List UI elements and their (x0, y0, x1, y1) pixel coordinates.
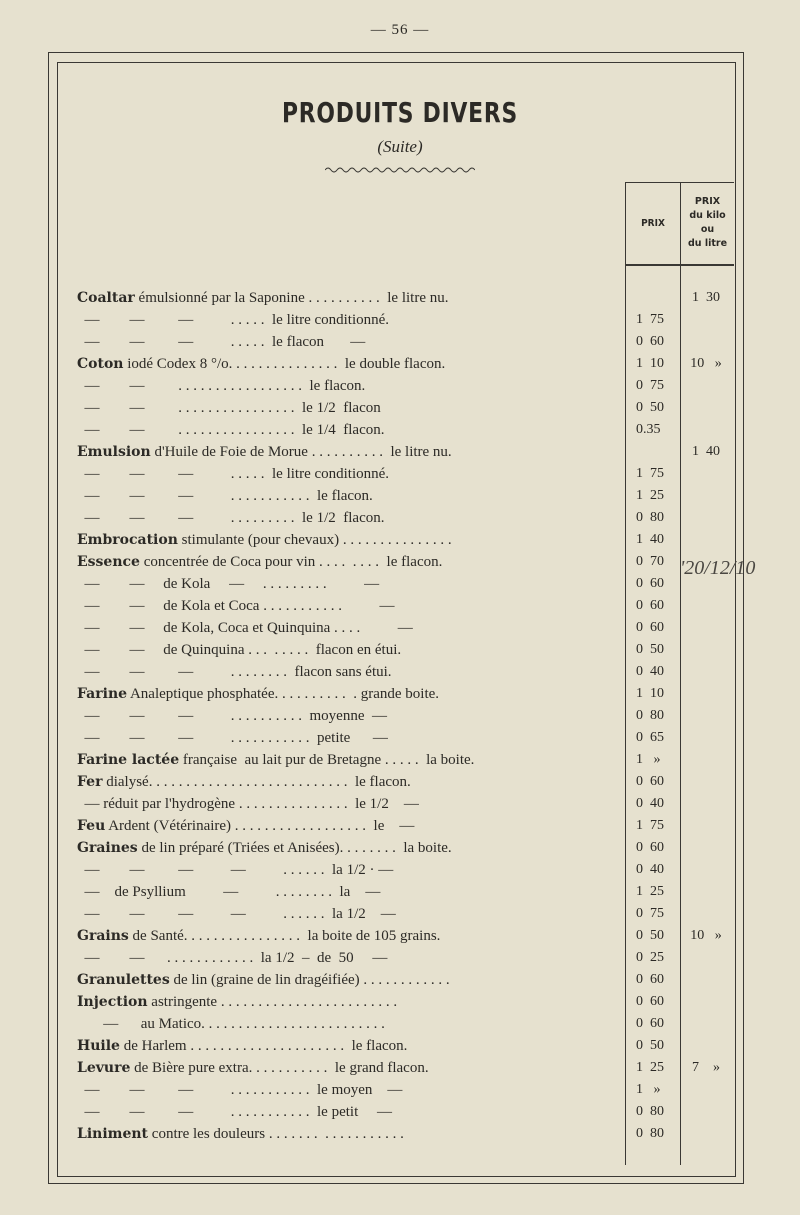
product-detail: Ardent (Vétérinaire) . . . . . . . . . . . . . . . . . . le — (105, 818, 415, 834)
product-description (77, 529, 615, 551)
table-row (0, 551, 800, 573)
product-description (77, 903, 615, 925)
table-row (0, 705, 800, 727)
product-detail: — — — — . . . . . . la 1/2 — (77, 906, 396, 922)
price-cell: 1 » (636, 752, 661, 767)
price-cell: 1 10 (636, 356, 664, 371)
product-detail: — de Psyllium — . . . . . . . . la — (77, 884, 381, 900)
price-per-kilo-cell: 10 » (690, 928, 722, 943)
product-description (77, 1079, 615, 1101)
product-detail: — — — . . . . . . . . . . . le moyen — (77, 1082, 403, 1098)
product-detail: de Santé. . . . . . . . . . . . . . . . la boite de 105 grains. (128, 928, 441, 944)
product-description (77, 727, 615, 749)
product-detail: — au Matico. . . . . . . . . . . . . . . . . . . . . . . . . (77, 1016, 385, 1032)
table-row (0, 991, 800, 1013)
page-subtitle: (Suite) (377, 137, 423, 156)
product-description (77, 573, 615, 595)
product-description (77, 1123, 615, 1145)
product-name: Graines (77, 840, 138, 856)
product-detail: — — . . . . . . . . . . . . . . . . le 1/4 flacon. (77, 422, 385, 438)
product-detail: émulsionné par la Saponine . . . . . . . . . . le litre nu. (134, 290, 449, 306)
price-cell: 0 60 (636, 598, 664, 613)
product-detail: — — de Kola et Coca . . . . . . . . . . . — (77, 598, 395, 614)
table-row (0, 749, 800, 771)
product-name: Huile (77, 1038, 120, 1054)
page-number: — 56 — (370, 22, 430, 38)
product-detail: contre les douleurs . . . . . . . . . . . . . . . . . . (148, 1126, 404, 1142)
table-row (0, 815, 800, 837)
product-detail: — — — . . . . . . . . flacon sans étui. (77, 664, 392, 680)
product-detail: — — — . . . . . . . . . . . le petit — (77, 1104, 392, 1120)
product-description (77, 595, 615, 617)
product-description (77, 969, 615, 991)
price-cell: 1 » (636, 1082, 661, 1097)
product-name: Granulettes (77, 972, 170, 988)
price-per-kilo-cell: 7 » (692, 1060, 720, 1075)
table-row (0, 639, 800, 661)
product-description (77, 463, 615, 485)
product-description (77, 793, 615, 815)
price-cell: 1 25 (636, 884, 664, 899)
product-description (77, 859, 615, 881)
product-name: Feu (77, 818, 106, 834)
product-detail: dialysé. . . . . . . . . . . . . . . . . . . . . . . . . . . le flacon. (102, 774, 411, 790)
table-row (0, 1035, 800, 1057)
table-row (0, 485, 800, 507)
price-cell: 0 60 (636, 994, 664, 1009)
product-description (77, 947, 615, 969)
price-cell: 0 80 (636, 1126, 664, 1141)
header-prix-kilo-line3: ou (700, 224, 715, 235)
table-row (0, 793, 800, 815)
product-description (77, 1057, 615, 1079)
product-name: Levure (77, 1060, 131, 1076)
product-description (77, 705, 615, 727)
page-title: PRODUITS DIVERS (282, 96, 518, 129)
product-description (77, 1101, 615, 1123)
product-description (77, 991, 615, 1013)
table-row (0, 463, 800, 485)
product-detail: française au lait pur de Bretagne . . . . . la boite. (179, 752, 475, 768)
product-description (77, 639, 615, 661)
price-cell: 0 70 (636, 554, 664, 569)
table-row (0, 859, 800, 881)
table-row (0, 1057, 800, 1079)
price-cell: 0 50 (636, 928, 664, 943)
product-detail: — — — . . . . . le flacon — (77, 334, 366, 350)
product-description (77, 287, 615, 309)
table-row (0, 375, 800, 397)
product-detail: — — de Kola — . . . . . . . . . — (77, 576, 380, 592)
product-name: Coton (77, 356, 124, 372)
table-row (0, 595, 800, 617)
table-row (0, 1123, 800, 1145)
product-detail: — — — . . . . . . . . . . moyenne — (77, 708, 387, 724)
price-cell: 1 40 (636, 532, 664, 547)
product-name: Embrocation (77, 532, 178, 548)
price-cell: 0 50 (636, 642, 664, 657)
table-row (0, 419, 800, 441)
product-name: Farine (77, 686, 128, 702)
product-detail: — — . . . . . . . . . . . . . . . . . le flacon. (77, 378, 366, 394)
product-description (77, 1035, 615, 1057)
product-detail: — — . . . . . . . . . . . . la 1/2 – de 50 — (77, 950, 388, 966)
price-table (0, 287, 800, 1145)
price-cell: 0 75 (636, 906, 664, 921)
product-name: Fer (77, 774, 103, 790)
price-cell: 0 80 (636, 510, 664, 525)
product-detail: de Bière pure extra. . . . . . . . . . . le grand flacon. (130, 1060, 429, 1076)
product-detail: — — — . . . . . . . . . . . petite — (77, 730, 388, 746)
price-cell: 0 80 (636, 708, 664, 723)
table-row (0, 903, 800, 925)
product-detail: — — . . . . . . . . . . . . . . . . le 1/2 flacon (77, 400, 381, 416)
product-detail: de lin (graine de lin dragéifiée) . . . . . . . . . . . . (169, 972, 450, 988)
product-detail: — — — . . . . . le litre conditionné. (77, 466, 390, 482)
table-row (0, 1079, 800, 1101)
product-detail: — réduit par l'hydrogène . . . . . . . . . . . . . . . le 1/2 — (77, 796, 419, 812)
table-row (0, 397, 800, 419)
product-description (77, 353, 615, 375)
price-cell: 0 80 (636, 1104, 664, 1119)
product-detail: de Harlem . . . . . . . . . . . . . . . . . . . . . le flacon. (119, 1038, 408, 1054)
product-description (77, 881, 615, 903)
price-cell: 1 75 (636, 466, 664, 481)
price-per-kilo-cell: 10 » (690, 356, 722, 371)
table-row (0, 837, 800, 859)
table-row (0, 331, 800, 353)
product-name: Injection (77, 994, 148, 1010)
price-cell: 1 75 (636, 312, 664, 327)
product-detail: d'Huile de Foie de Morue . . . . . . . . . . le litre nu. (150, 444, 452, 460)
header-prix-kilo (681, 195, 734, 251)
product-description (77, 485, 615, 507)
table-row (0, 287, 800, 309)
table-row (0, 441, 800, 463)
price-per-kilo-cell: 1 40 (692, 444, 720, 459)
header-prix-kilo-line2: du kilo (689, 210, 726, 221)
price-cell: 0 25 (636, 950, 664, 965)
table-row (0, 771, 800, 793)
product-detail: astringente . . . . . . . . . . . . . . . . . . . . . . . . (147, 994, 398, 1010)
product-description (77, 1013, 615, 1035)
table-row (0, 529, 800, 551)
price-per-kilo-cell: 1 30 (692, 290, 720, 305)
header-rule-bottom (625, 264, 734, 266)
table-row (0, 925, 800, 947)
product-detail: — — — . . . . . . . . . . . le flacon. (77, 488, 373, 504)
price-cell: 1 10 (636, 686, 664, 701)
price-cell: 0 50 (636, 1038, 664, 1053)
table-row (0, 727, 800, 749)
table-row (0, 1101, 800, 1123)
table-row (0, 947, 800, 969)
product-detail: iodé Codex 8 °/o. . . . . . . . . . . . . . . le double flacon. (123, 356, 446, 372)
header-prix: PRIX (641, 218, 665, 229)
product-detail: concentrée de Coca pour vin . . . . . . . . le flacon. (139, 554, 443, 570)
product-description (77, 441, 615, 463)
product-detail: de lin préparé (Triées et Anisées). . . . . . . . la boite. (137, 840, 452, 856)
product-name: Farine lactée (77, 752, 180, 768)
product-detail: — — — . . . . . . . . . le 1/2 flacon. (77, 510, 385, 526)
product-description (77, 837, 615, 859)
product-detail: — — de Quinquina . . . . . . . . flacon en étui. (77, 642, 402, 658)
price-cell: 0 60 (636, 576, 664, 591)
table-row (0, 683, 800, 705)
product-description (77, 815, 615, 837)
product-name: Liniment (77, 1126, 149, 1142)
price-cell: 0 60 (636, 774, 664, 789)
price-cell: 0 75 (636, 378, 664, 393)
handwritten-note: '20/12/10 (680, 557, 756, 579)
price-cell: 0 40 (636, 796, 664, 811)
product-description (77, 507, 615, 529)
price-cell: 0 50 (636, 400, 664, 415)
price-cell: 0 60 (636, 1016, 664, 1031)
product-description (77, 749, 615, 771)
price-cell: 0 60 (636, 840, 664, 855)
price-cell: 0 40 (636, 664, 664, 679)
price-cell: 0 40 (636, 862, 664, 877)
product-description (77, 397, 615, 419)
product-description (77, 925, 615, 947)
product-detail: Analeptique phosphatée. . . . . . . . . . . grande boite. (127, 686, 440, 702)
product-description (77, 309, 615, 331)
product-detail: stimulante (pour chevaux) . . . . . . . . . . . . . . . (177, 532, 452, 548)
product-description (77, 771, 615, 793)
price-cell: 1 25 (636, 488, 664, 503)
product-description (77, 661, 615, 683)
table-row (0, 881, 800, 903)
price-cell: 0 65 (636, 730, 664, 745)
product-description (77, 375, 615, 397)
price-cell: 0 60 (636, 620, 664, 635)
product-description (77, 419, 615, 441)
product-detail: — — — — . . . . . . la 1/2 · — (77, 862, 394, 878)
table-row (0, 573, 800, 595)
table-row (0, 661, 800, 683)
header-prix-kilo-line1: PRIX (694, 196, 721, 207)
product-description (77, 617, 615, 639)
product-detail: — — — . . . . . le litre conditionné. (77, 312, 390, 328)
wavy-divider (325, 166, 475, 174)
table-row (0, 1013, 800, 1035)
table-row (0, 617, 800, 639)
table-row (0, 309, 800, 331)
table-row (0, 507, 800, 529)
product-description (77, 331, 615, 353)
price-cell: 0 60 (636, 972, 664, 987)
product-detail: — — de Kola, Coca et Quinquina . . . . — (77, 620, 413, 636)
table-row (0, 353, 800, 375)
price-cell: 1 75 (636, 818, 664, 833)
product-name: Coaltar (77, 290, 135, 306)
product-description (77, 551, 615, 573)
price-cell: 1 25 (636, 1060, 664, 1075)
product-name: Emulsion (77, 444, 151, 460)
product-description (77, 683, 615, 705)
table-row (0, 969, 800, 991)
price-cell: 0 60 (636, 334, 664, 349)
product-name: Essence (77, 554, 140, 570)
price-cell: 0.35 (636, 422, 661, 437)
header-prix-kilo-line4: du litre (687, 238, 728, 249)
product-name: Grains (77, 928, 129, 944)
